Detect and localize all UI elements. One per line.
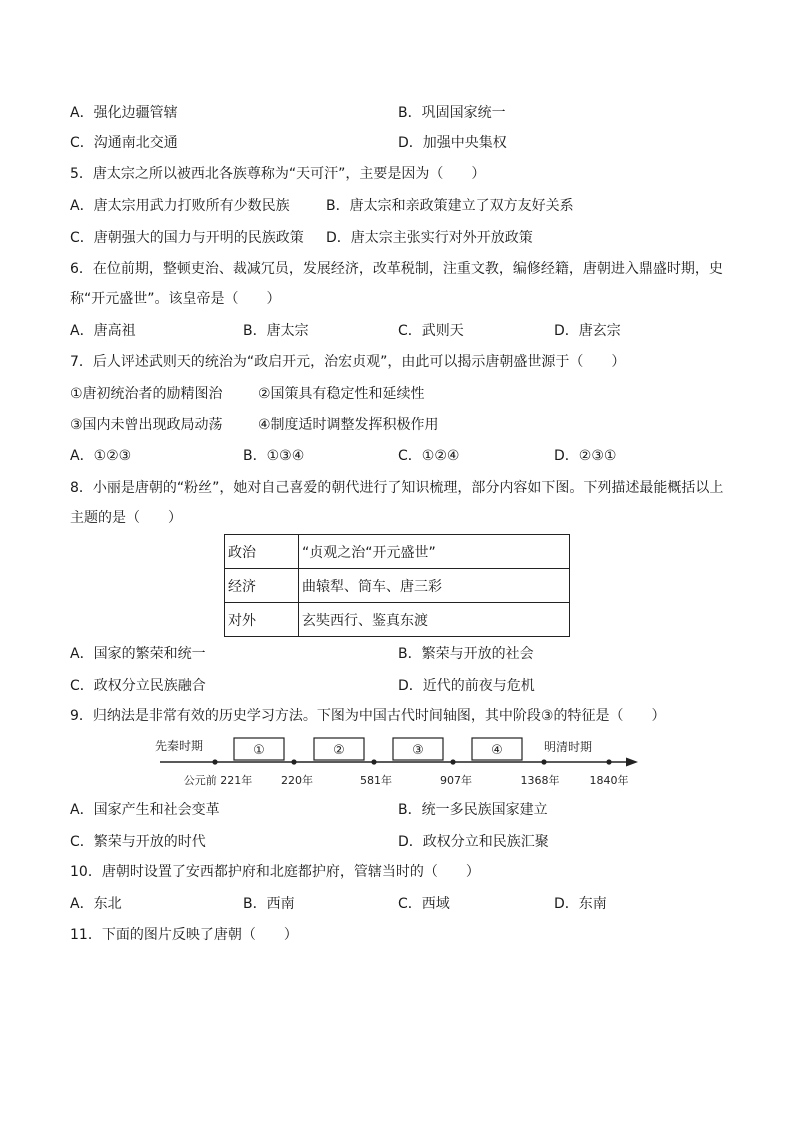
table-row-content: “贞观之治“开元盛世” — [299, 535, 570, 569]
timeline-left-label: 先秦时期 — [155, 739, 204, 753]
q6-option-a: A．唐高祖 — [70, 323, 136, 339]
timeline-tick-dot — [371, 759, 376, 764]
timeline-tick-label: 1840年 — [589, 774, 629, 787]
table-row-content: 玄奘西行、鉴真东渡 — [299, 603, 570, 637]
q9-option-d: D．政权分立和民族汇聚 — [398, 834, 549, 850]
q4-option-d: D．加强中央集权 — [398, 135, 507, 151]
q8-stem-line1: 8．小丽是唐朝的“粉丝”，她对自己喜爱的朝代进行了知识梳理，部分内容如下图。下列描述最能概括以上 — [70, 480, 724, 496]
q7-statement-3: ③国内未曾出现政局动荡 — [70, 417, 223, 433]
q7-option-d: D．②③① — [554, 448, 617, 464]
timeline-tick-dot — [450, 759, 455, 764]
timeline-right-label: 明清时期 — [544, 740, 593, 754]
q4-option-a: A．强化边疆管辖 — [70, 105, 178, 121]
timeline-stage-label: ③ — [412, 743, 424, 758]
q5-option-c: C．唐朝强大的国力与开明的民族政策 — [70, 230, 304, 246]
timeline-stage-1 — [234, 738, 284, 760]
timeline-tick-label: 220年 — [281, 774, 313, 787]
table-row — [225, 535, 570, 569]
q8-option-d: D．近代的前夜与危机 — [398, 678, 535, 694]
q11-stem: 11．下面的图片反映了唐朝（ ） — [70, 927, 298, 943]
timeline-tick-dot — [606, 759, 611, 764]
timeline-stage-4 — [472, 738, 522, 760]
q8-option-a: A．国家的繁荣和统一 — [70, 646, 206, 662]
timeline-stage-label: ① — [253, 743, 265, 758]
timeline-tick-label: 907年 — [440, 774, 472, 787]
q8-stem-line2: 主题的是（ ） — [70, 510, 182, 526]
q8-option-c: C．政权分立民族融合 — [70, 678, 206, 694]
q5-option-a: A．唐太宗用武力打败所有少数民族 — [70, 198, 290, 214]
table-row-head: 政治 — [225, 535, 299, 569]
table-row — [225, 569, 570, 603]
q6-option-d: D．唐玄宗 — [554, 323, 621, 339]
timeline-stage-label: ② — [333, 743, 345, 758]
q6-option-b: B．唐太宗 — [243, 323, 309, 339]
table-row-head: 对外 — [225, 603, 299, 637]
q10-option-c: C．西域 — [398, 896, 450, 912]
table-row — [225, 603, 570, 637]
q7-option-c: C．①②④ — [398, 448, 460, 464]
q5-option-b: B．唐太宗和亲政策建立了双方友好关系 — [326, 198, 574, 214]
q7-option-b: B．①③④ — [243, 448, 305, 464]
table-row-head: 经济 — [225, 569, 299, 603]
q9-timeline-figure — [150, 732, 640, 792]
timeline-tick-label: 1368年 — [520, 774, 560, 787]
timeline-tick-dot — [291, 759, 296, 764]
timeline-tick-label: 581年 — [360, 774, 392, 787]
q5-option-d: D．唐太宗主张实行对外开放政策 — [326, 230, 533, 246]
q10-option-a: A．东北 — [70, 896, 122, 912]
q10-stem: 10．唐朝时设置了安西都护府和北庭都护府，管辖当时的（ ） — [70, 864, 480, 880]
timeline-stage-2 — [314, 738, 364, 760]
q7-statement-4: ④制度适时调整发挥积极作用 — [258, 417, 439, 433]
q9-option-b: B．统一多民族国家建立 — [398, 802, 548, 818]
q6-stem-line1: 6．在位前期，整顿吏治、裁减冗员，发展经济，改革税制，注重文教，编修经籍，唐朝进入鼎盛时期，史 — [70, 261, 723, 277]
q4-option-b: B．巩固国家统一 — [398, 105, 506, 121]
q6-option-c: C．武则天 — [398, 323, 464, 339]
q9-stem: 9．归纳法是非常有效的历史学习方法。下图为中国古代时间轴图，其中阶段③的特征是（ ） — [70, 708, 666, 724]
q10-option-b: B．西南 — [243, 896, 295, 912]
q7-statement-1: ①唐初统治者的励精图治 — [70, 386, 223, 402]
q10-option-d: D．东南 — [554, 896, 607, 912]
timeline-stage-label: ④ — [491, 743, 503, 758]
q6-stem-line2: 称“开元盛世”。该皇帝是（ ） — [70, 291, 281, 307]
timeline-tick-dot — [541, 759, 546, 764]
timeline-tick-dot — [212, 759, 217, 764]
q5-stem: 5．唐太宗之所以被西北各族尊称为“天可汗”，主要是因为（ ） — [70, 166, 486, 182]
q4-option-c: C．沟通南北交通 — [70, 135, 178, 151]
q8-option-b: B．繁荣与开放的社会 — [398, 646, 534, 662]
q8-knowledge-table — [224, 534, 570, 637]
q7-stem: 7．后人评述武则天的统治为“政启开元，治宏贞观”，由此可以揭示唐朝盛世源于（ ） — [70, 354, 626, 370]
q7-statement-2: ②国策具有稳定性和延续性 — [258, 386, 425, 402]
timeline-tick-label: 公元前 221年 — [183, 774, 253, 787]
q7-option-a: A．①②③ — [70, 448, 132, 464]
q9-option-c: C．繁荣与开放的时代 — [70, 834, 206, 850]
table-row-content: 曲辕犁、筒车、唐三彩 — [299, 569, 570, 603]
timeline-stage-3 — [393, 738, 443, 760]
q9-option-a: A．国家产生和社会变革 — [70, 802, 220, 818]
